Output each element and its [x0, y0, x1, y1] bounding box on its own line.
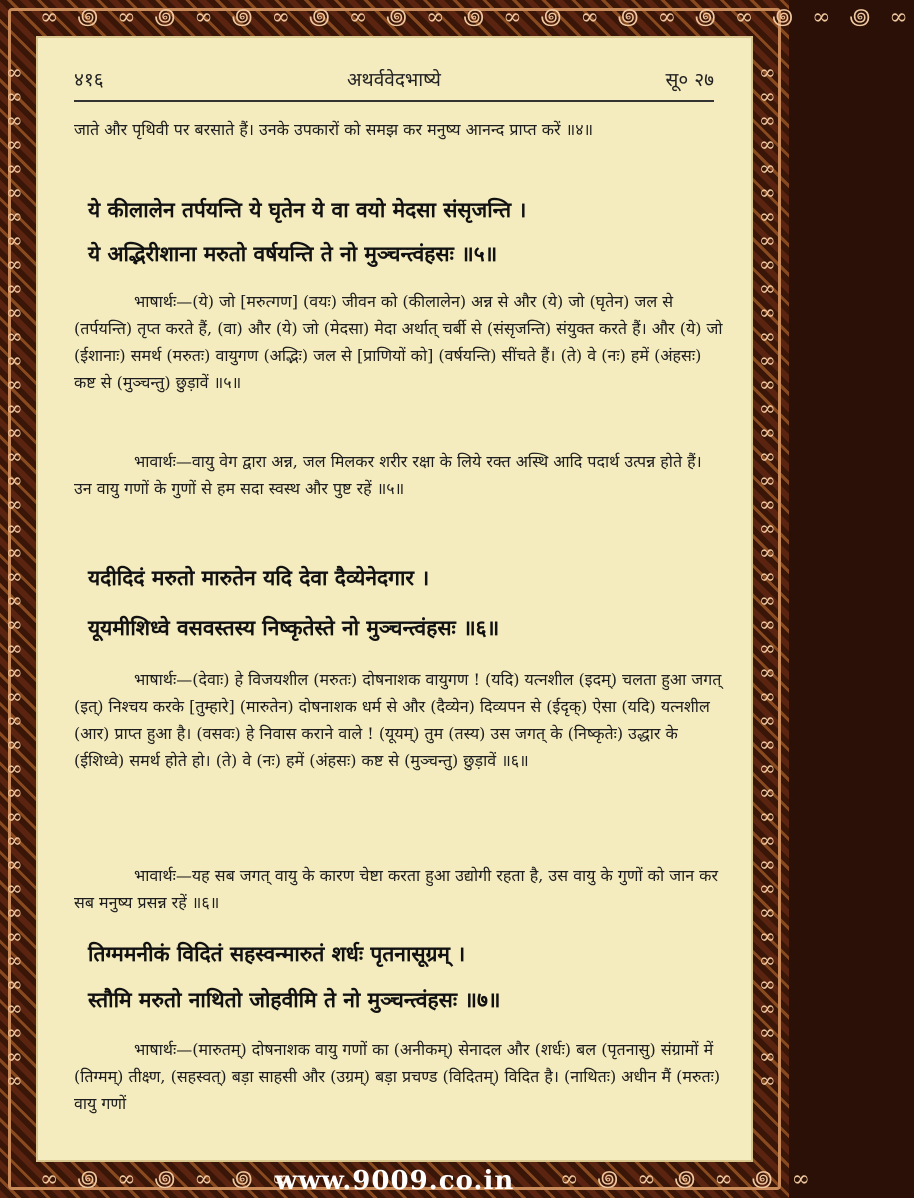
bhashartha-7: भाषार्थः—(मारुतम्) दोषनाशक वायु गणों का (अनीकम्) सेनादल और (शर्धः) बल (पृतनासु) संग्रामों में (तिग्मम्) तीक्ष्ण, (सहस्वत्) बड़ा साहसी और (उग्रम्) बड़ा प्रचण्ड (विदितम्) विदित है। (नाथितः) अधीन मैं (मरुतः) वायु गणों: [74, 1040, 721, 1113]
frame-flourish-bottom-right: ∞ ꩜ ∞ ꩜ ∞ ꩜ ∞: [560, 1167, 816, 1192]
website-watermark: www.9009.co.in: [274, 1166, 515, 1196]
page-number: ४१६: [74, 69, 104, 91]
bhashartha-5: भाषार्थः—(ये) जो [मरुत्गण] (वयः) जीवन को (कीलालेन) अन्न से और (ये) जो (घृतेन) जल से (तर्पयन्ति) तृप्त करते हैं, (वा) और (ये) जो (मेदसा) मेदा अर्थात् चर्बी से (संसृजन्ति) संयुक्त करते हैं। और (ये) जो (ईशानाः) समर्थ (मरुतः) वायुगण (अद्भिः) जल से [प्राणियों को] (वर्षयन्ति) सींचते हैं। (ते) वे (नः) हमें (अंहसः) कष्ट से (मुञ्चन्तु) छुड़ावें ॥५॥: [74, 292, 723, 392]
mantra-7-line-1: तिग्ममनीकं विदितं सहस्वन्मारुतं शर्धः पृतनासूग्रम् ।: [88, 941, 466, 966]
intro-paragraph: जाते और पृथिवी पर बरसाते हैं। उनके उपकारों को समझ कर मनुष्य आनन्द प्राप्त करें ॥४॥: [74, 120, 594, 139]
frame-flourish-bottom-left: ∞ ꩜ ∞ ꩜ ∞ ꩜ ∞: [40, 1167, 296, 1192]
book-page: [36, 36, 753, 1162]
header-rule: [74, 100, 714, 102]
mantra-6-line-1: यदीदिदं मरुतो मारुतेन यदि देवा दैव्येनेदगार ।: [88, 565, 430, 590]
bhavartha-6: भावार्थः—यह सब जगत् वायु के कारण चेष्टा करता हुआ उद्योगी रहता है, उस वायु के गुणों को जान कर सब मनुष्य प्रसन्न रहें ॥६॥: [74, 866, 719, 912]
bhavartha-5: भावार्थः—वायु वेग द्वारा अन्न, जल मिलकर शरीर रक्षा के लिये रक्त अस्थि आदि पदार्थ उत्पन्न होते हैं। उन वायु गणों के गुणों से हम सदा स्वस्थ और पुष्ट रहें ॥५॥: [74, 452, 702, 498]
mantra-5-line-2: ये अद्भिरीशाना मरुतो वर्षयन्ति ते नो मुञ्चन्त्वंहसः ॥५॥: [88, 241, 498, 266]
frame-flourish-right: ∞ ∞ ∞ ∞ ∞ ∞ ∞ ∞ ∞ ∞ ∞ ∞ ∞ ∞ ∞ ∞ ∞ ∞ ∞ ∞ ∞ ∞ ∞ ∞ ∞ ∞ ∞ ∞ ∞ ∞ ∞ ∞ ∞ ∞ ∞ ∞ ∞ ∞ ∞ ∞ ∞ ∞ ∞: [759, 60, 782, 1092]
mantra-6-line-2: यूयमीशिध्वे वसवस्तस्य निष्कृतेस्ते नो मुञ्चन्त्वंहसः ॥६॥: [88, 615, 500, 640]
mantra-7-line-2: स्तौमि मरुतो नाथितो जोहवीमि ते नो मुञ्चन्त्वंहसः ॥७॥: [88, 987, 501, 1012]
bhashartha-6: भाषार्थः—(देवाः) हे विजयशील (मरुतः) दोषनाशक वायुगण ! (यदि) यत्नशील (इदम्) चलता हुआ जगत् (इत्) निश्चय करके [तुम्हारे] (मारुतेन) दोषनाशक धर्म से और (दैव्येन) दिव्यपन से (ईदृक्) ऐसा (यदि) यत्नशील (आर) प्राप्त हुआ है। (वसवः) हे निवास कराने वाले ! (यूयम्) तुम (तस्य) उस जगत् के (निष्कृतेः) उद्धार के (ईशिध्वे) समर्थ होते हो। (ते) वे (नः) हमें (अंहसः) कष्ट से (मुञ्चन्तु) छुड़ावें ॥६॥: [74, 670, 722, 770]
page-header: [74, 66, 714, 100]
book-title: अथर्ववेदभाष्ये: [347, 69, 441, 91]
sukta-number: सू० २७: [665, 69, 714, 91]
mantra-5-line-1: ये कीलालेन तर्पयन्ति ये घृतेन ये वा वयो मेदसा संसृजन्ति ।: [88, 197, 527, 222]
frame-flourish-left: ∞ ∞ ∞ ∞ ∞ ∞ ∞ ∞ ∞ ∞ ∞ ∞ ∞ ∞ ∞ ∞ ∞ ∞ ∞ ∞ ∞ ∞ ∞ ∞ ∞ ∞ ∞ ∞ ∞ ∞ ∞ ∞ ∞ ∞ ∞ ∞ ∞ ∞ ∞ ∞ ∞ ∞ ∞: [6, 60, 29, 1092]
frame-flourish-top: ∞ ꩜ ∞ ꩜ ∞ ꩜ ∞ ꩜ ∞ ꩜ ∞ ꩜ ∞ ꩜ ∞ ꩜ ∞ ꩜ ∞ ꩜ ∞ ꩜ ∞: [40, 5, 914, 30]
